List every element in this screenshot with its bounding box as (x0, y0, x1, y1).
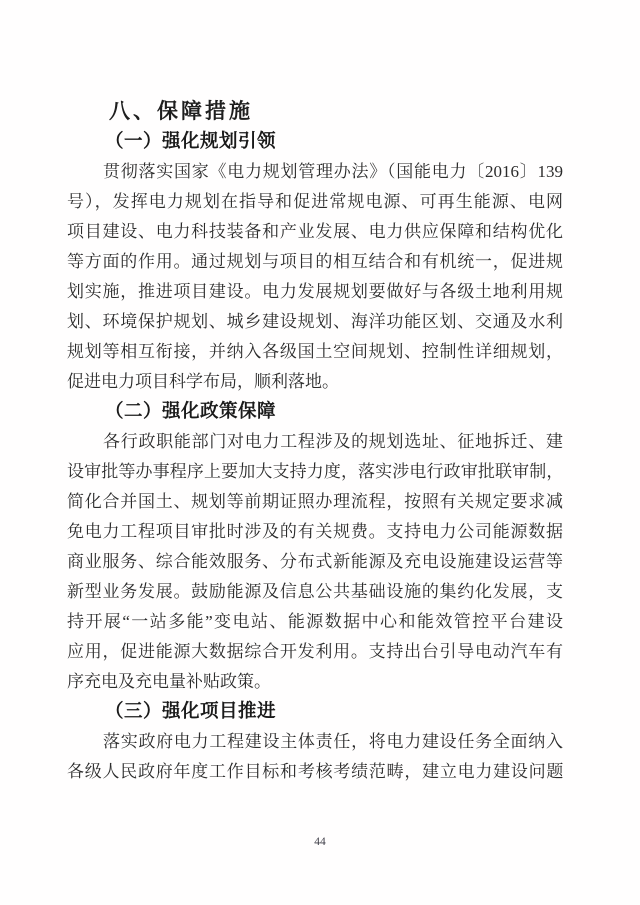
section-2-heading: （二）强化政策保障 (105, 402, 277, 422)
paragraph-line: 新型业务发展。鼓励能源及信息公共基础设施的集约化发展，支 (67, 582, 563, 601)
paragraph-line: 号），发挥电力规划在指导和促进常规电源、可再生能源、电网 (67, 192, 563, 211)
paragraph-line: 简化合并国土、规划等前期证照办理流程，按照有关规定要求减 (67, 492, 563, 511)
paragraph-line: 免电力工程项目审批时涉及的有关规费。支持电力公司能源数据 (67, 522, 563, 541)
paragraph-line: 商业服务、综合能效服务、分布式新能源及充电设施建设运营等 (67, 552, 563, 571)
section-1-heading: （一）强化规划引领 (105, 132, 277, 152)
paragraph-line: 划、环境保护规划、城乡建设规划、海洋功能区划、交通及水利 (67, 312, 563, 331)
paragraph-line: 应用，促进能源大数据综合开发利用。支持出台引导电动汽车有 (67, 642, 563, 661)
page-number: 44 (314, 836, 326, 848)
paragraph-line: 各级人民政府年度工作目标和考核考绩范畴，建立电力建设问题 (67, 762, 563, 781)
paragraph-line: 持开展“一站多能”变电站、能源数据中心和能效管控平台建设 (67, 612, 563, 631)
chapter-heading: 八、保障措施 (109, 100, 253, 123)
paragraph-line: 贯彻落实国家《电力规划管理办法》（国能电力〔2016〕139 (103, 162, 563, 181)
paragraph-line: 促进电力项目科学布局，顺利落地。 (67, 372, 339, 391)
document-content (67, 97, 563, 787)
paragraph-line: 项目建设、电力科技装备和产业发展、电力供应保障和结构优化 (67, 222, 563, 241)
paragraph-line: 等方面的作用。通过规划与项目的相互结合和有机统一，促进规 (67, 252, 563, 271)
paragraph-line: 各行政职能部门对电力工程涉及的规划选址、征地拆迁、建 (103, 432, 563, 451)
paragraph-line: 落实政府电力工程建设主体责任，将电力建设任务全面纳入 (103, 732, 563, 751)
paragraph-line: 划实施，推进项目建设。电力发展规划要做好与各级土地利用规 (67, 282, 563, 301)
paragraph-line: 序充电及充电量补贴政策。 (67, 672, 271, 691)
section-3-heading: （三）强化项目推进 (105, 702, 277, 722)
paragraph-line: 设审批等办事程序上要加大支持力度，落实涉电行政审批联审制， (67, 462, 563, 481)
paragraph-line: 规划等相互衔接，并纳入各级国土空间规划、控制性详细规划， (67, 342, 563, 361)
